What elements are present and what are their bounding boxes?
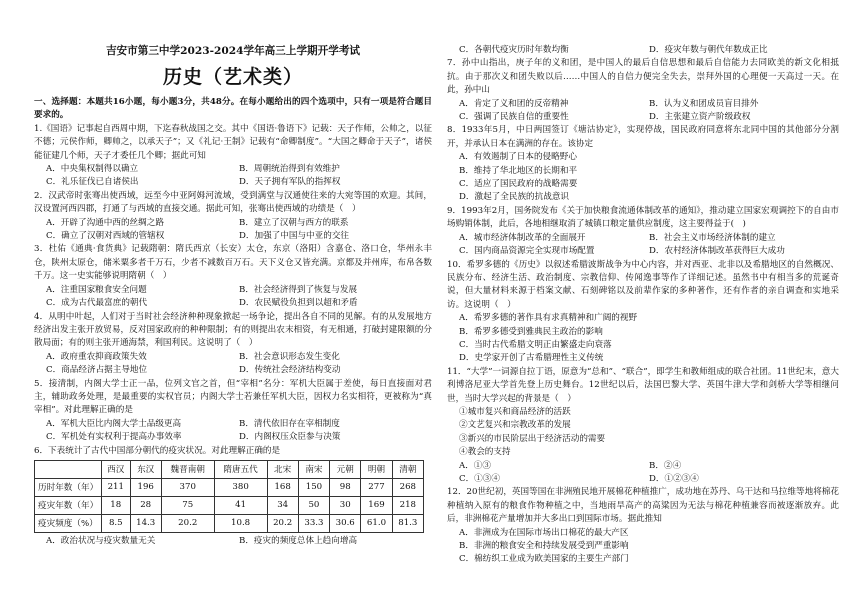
table-cell: 元朝: [330, 460, 361, 478]
table-cell: 218: [392, 496, 423, 514]
table-cell: 34: [267, 496, 298, 514]
answer-option: A．政治状况与疫灾数量无关: [46, 535, 156, 546]
table-cell: 41: [214, 496, 267, 514]
table-cell: 魏晋南朝: [161, 460, 214, 478]
answer-option: ②文艺复兴和宗教改革的发展: [459, 420, 571, 431]
answer-option: A．肯定了义和团的反帝精神: [459, 98, 569, 109]
answer-option: C．军机处有实权利于提高办事效率: [46, 432, 182, 443]
answer-option: A．希罗多德的著作具有求真精神和广阔的视野: [459, 313, 638, 324]
question-stem: 10．希罗多德的《历史》以叙述希腊波斯战争为中心内容，并对西亚、北非以及希腊地区的自然概况、民族分布、经济生活、政治制度、宗教信仰、传闻逸事等作了详细记述。虽然书中有相当多的荒诞奇说，但大量材料来源于档案文献、石刻碑铭以及前辈作家的多种著作，还有作者的亲自调查和实地采访。这说明（ ）: [447, 259, 839, 310]
question-stem: 9．1993年2月，国务院发布《关于加快粮食流通体制改革的通知》，推动建立国家宏观调控下的自由市场购销体制，此后，各地相继取消了城镇口粮定量供应制度，这主要得益于( ): [447, 205, 839, 230]
answer-option: D．主张建立资产阶级政权: [649, 112, 751, 123]
answer-options: [34, 163, 432, 190]
table-cell: 196: [130, 478, 161, 496]
answer-options: [34, 284, 432, 311]
left-questions: [34, 123, 432, 549]
answer-option: A．军机大臣比内阁大学士品级更高: [46, 418, 182, 429]
question-stem: 3．杜佑《通典·食货典》记载隋朝：隋氏西京（长安）太仓，东京（洛阳）含嘉仓、洛口仓，华州永丰仓，陕州太原仓，储米粟多者千万石，少者不减数百万石。天下义仓又皆充满。京都及并州库，布帛各数千万。这一史实能够说明隋朝（ ）: [34, 244, 432, 282]
question-block: [447, 460, 839, 487]
question-block: [34, 190, 432, 244]
answer-options: [34, 351, 432, 378]
answer-option: A．政府重农抑商政策失效: [46, 351, 147, 362]
table-cell: 98: [330, 478, 361, 496]
question-stem: 6．下表统计了古代中国部分朝代的疫灾状况。对此理解正确的是: [34, 445, 281, 456]
right-questions: [447, 44, 839, 567]
table-cell: 380: [214, 478, 267, 496]
table-cell: 20.2: [161, 514, 214, 532]
question-block: [34, 378, 432, 445]
answer-option: A．非洲成为在国际市场出口棉花的最大产区: [459, 527, 629, 538]
answer-option: B．社会经济得到了恢复与发展: [239, 284, 358, 295]
answer-option: C．各朝代疫灾历时年数均衡: [459, 45, 569, 55]
answer-options: [447, 312, 839, 366]
answer-option: D．内阁权压众臣参与决策: [239, 432, 341, 443]
answer-option: D．农村经济体制改革获得巨大成功: [649, 246, 785, 257]
answer-option: B．非洲的粮食安全和持续发展受到严重影响: [459, 541, 629, 552]
answer-option: C．当时古代希腊文明正由繁盛走向衰落: [459, 339, 612, 350]
table-cell: 277: [361, 478, 392, 496]
answer-option: D．天子拥有军队的指挥权: [239, 177, 341, 188]
subject-title: 历史（艺术类）: [162, 66, 303, 88]
answer-option: D．激起了全民族的抗战意识: [459, 192, 570, 203]
question-block: [34, 445, 432, 549]
table-cell: 150: [298, 478, 329, 496]
answer-option: C．适应了国民政府的战略需要: [459, 179, 578, 190]
table-cell: 211: [102, 478, 131, 496]
answer-option: D．加强了中国与中亚的交往: [239, 231, 350, 242]
answer-option: B．清代依旧存在宰相制度: [239, 418, 340, 429]
school-title: 吉安市第三中学2023-2024学年高三上学期开学考试: [105, 45, 361, 57]
question-block: [34, 311, 432, 378]
answer-option: B．社会意识形态发生变化: [239, 351, 340, 362]
answer-option: A．有效遏制了日本的侵略野心: [459, 152, 577, 163]
table-cell: [35, 460, 102, 478]
answer-option: D．农民赋役负担到以超和矛盾: [239, 298, 358, 309]
question-stem: 1.《国语》记事起自西周中期，下迄春秋战国之交。其中《国语·鲁语下》记载：天子作师，公帅之，以征不德；元侯作师，卿帅之，以承天子”；又《礼记·王制》记载有“命卿制度”。“大国之卿命于天子”，诸侯能征建几个师，天子才委任几个卿；据此可知: [34, 123, 432, 161]
answer-option: C．商品经济占据主导地位: [46, 365, 148, 376]
table-cell: 169: [361, 496, 392, 514]
table-row: [35, 478, 424, 496]
table-cell: 疫灾年数（年）: [35, 496, 102, 514]
answer-option: B．疫灾的频度总体上趋向增高: [239, 535, 358, 546]
question-block: [447, 366, 839, 460]
table-cell: 隋唐五代: [214, 460, 267, 478]
answer-options: [34, 418, 432, 445]
table-cell: 明朝: [361, 460, 392, 478]
question-block: [447, 124, 839, 204]
answer-options: [447, 44, 839, 57]
answer-option: A．开辟了沟通中西的丝绸之路: [46, 217, 164, 228]
table-cell: 8.5: [102, 514, 131, 532]
section-instructions: 一、选择题：本题共16小题，每小题3分，共48分。在每小题给出的四个选项中，只有一项是符合题目要求的。: [34, 97, 432, 121]
table-cell: 268: [392, 478, 423, 496]
answer-option: D．疫灾年数与朝代年数成正比: [649, 45, 768, 55]
answer-options: [447, 406, 839, 460]
right-column: [447, 44, 839, 567]
answer-options: [34, 535, 432, 548]
table-cell: 历时年数（年）: [35, 478, 102, 496]
question-stem: 11．“大学”一词源自拉丁语，原意为“总和”、“联合”，即学生和教师组成的联合社团。11世纪末，意大利博洛尼亚大学首先登上历史舞台。12世纪以后，法国巴黎大学、英国牛津大学和剑桥大学等相继问世，当时大学兴起的背景是（ ）: [447, 366, 839, 404]
answer-option: D．传统社会经济结构变动: [239, 365, 341, 376]
epidemic-table: [34, 460, 424, 533]
answer-option: C．棉纺织工业成为欧美国家的主要生产部门: [459, 554, 629, 565]
answer-option: D．史学家开创了古希腊理性主义传统: [459, 353, 604, 364]
answer-option: B．希罗多德受到雅典民主政治的影响: [459, 326, 603, 337]
answer-option: B．社会主义市场经济体制的建立: [649, 232, 776, 243]
answer-option: A．城市经济体制改革的全面展开: [459, 232, 586, 243]
answer-option: B．②④: [649, 460, 682, 471]
table-cell: 61.0: [361, 514, 392, 532]
question-block: [447, 44, 839, 57]
answer-options: [447, 527, 839, 567]
answer-option: ①城市复兴和商品经济的活跃: [459, 406, 571, 417]
answer-options: [34, 217, 432, 244]
table-cell: 10.8: [214, 514, 267, 532]
question-block: [447, 486, 839, 566]
answer-option: B．周朝统治得到有效维护: [239, 164, 340, 175]
question-stem: 12．20世纪初，英国等国在非洲殖民地开展棉花种植推广，成功地在苏丹、乌干达和马拉维等地将棉花种植纳入原有的粮食作物种植之中，当地雨旱高产的高粱因为无法与棉花种植兼容而被逐渐放弃。此后，非洲棉花产量增加并大多出口到国际市场。据此推知: [447, 487, 839, 525]
table-cell: 北宋: [267, 460, 298, 478]
table-row: [35, 460, 424, 478]
question-stem: 8．1933年5月，中日两国签订《塘沽协定》，实现停战，国民政府同意将东北同中国的其他部分分割开，并承认日本在满洲的存在。该协定: [447, 125, 839, 149]
table-cell: 33.3: [298, 514, 329, 532]
answer-option: A．注重国家粮食安全问题: [46, 284, 147, 295]
question-stem: 7．孙中山指出，庚子年的义和团，是中国人的最后自信思想和最后自信能力去同欧美的新文化相抵抗。由于那次义和团失败以后……中国人的自信力便完全失去，崇拜外国的心理便一天高过一天。在此，孙中山: [447, 58, 839, 96]
answer-option: D．①②③④: [649, 474, 699, 484]
table-cell: 疫灾频度（%）: [35, 514, 102, 532]
table-cell: 清朝: [392, 460, 423, 478]
question-stem: 5．接清制，内阁大学士正一品，位列文官之首，但“宰相”名分：军机大臣属于差使，每日直接面对君主，辅助政务处理，是最重要的实权官员；内阁大学士若兼任军机大臣，因权力名实相符，更被称为“真宰相”。对此理解正确的是: [34, 378, 432, 416]
answer-option: C．①③④: [459, 474, 500, 484]
table-cell: 30: [330, 496, 361, 514]
answer-option: ④教会的支持: [459, 447, 511, 458]
question-block: [447, 205, 839, 259]
left-column: [34, 44, 432, 548]
table-row: [35, 496, 424, 514]
table-row: [35, 514, 424, 532]
answer-option: C．强调了民族自信的重要性: [459, 112, 569, 123]
answer-option: A．中央集权制得以确立: [46, 164, 139, 175]
table-cell: 18: [102, 496, 131, 514]
table-cell: 81.3: [392, 514, 423, 532]
answer-options: [447, 460, 839, 487]
table-cell: 20.2: [267, 514, 298, 532]
answer-option: B．维持了华北地区的长期和平: [459, 165, 578, 176]
question-stem: 4．从明中叶起，人们对于当时社会经济种种现象掀起一场争论，提出各自不同的见解。有的从发展地方经济出发主张开放贸易，反对国家政府的种种限制；有的则提出农末相资，有无相通，打破封建限额的分散局面；有的则主张开通海禁，利国利民。这说明了（ ）: [34, 311, 432, 349]
answer-option: C．确立了汉朝对西域的管辖权: [46, 231, 165, 242]
table-cell: 14.3: [130, 514, 161, 532]
table-cell: 168: [267, 478, 298, 496]
answer-option: B．认为义和团成员盲目排外: [649, 98, 759, 109]
answer-option: B．建立了汉朝与西方的联系: [239, 217, 349, 228]
table-cell: 南宋: [298, 460, 329, 478]
answer-options: [447, 98, 839, 125]
question-block: [447, 57, 839, 124]
question-block: [447, 259, 839, 366]
table-cell: 28: [130, 496, 161, 514]
answer-option: ③新兴的市民阶层出于经济活动的需要: [459, 433, 606, 444]
table-cell: 东汉: [130, 460, 161, 478]
table-cell: 西汉: [102, 460, 131, 478]
table-cell: 30.6: [330, 514, 361, 532]
answer-option: C．礼乐征伐已自诸侯出: [46, 177, 139, 188]
answer-option: A．①③: [459, 460, 491, 471]
answer-options: [447, 232, 839, 259]
table-cell: 370: [161, 478, 214, 496]
answer-option: C．国内商品资源完全实现市场配置: [459, 246, 595, 257]
answer-options: [447, 151, 839, 205]
question-block: [34, 123, 432, 190]
question-stem: 2．汉武帝时张骞出使西域，远至今中亚阿姆河流域，受到满堂与汉通使往来的大宛等国的欢迎。其间，汉设置河西四郡，打通了与西域的直接交通。据此可知，张骞出使西域的功绩是（ ）: [34, 190, 432, 215]
answer-option: C．成为古代最富庶的朝代: [46, 298, 148, 309]
table-cell: 50: [298, 496, 329, 514]
question-block: [34, 243, 432, 310]
table-cell: 75: [161, 496, 214, 514]
